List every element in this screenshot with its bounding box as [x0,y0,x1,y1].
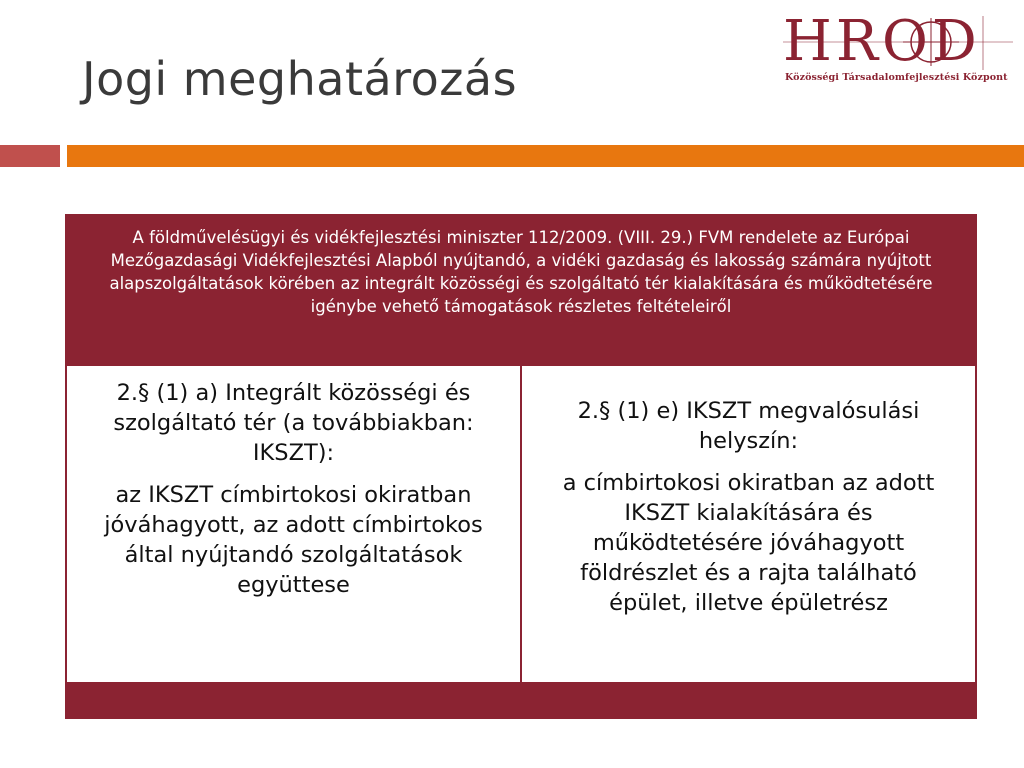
definition-heading-location: 2.§ (1) e) IKSZT megvalósulási helyszín: [577,398,920,454]
definition-body-iksz: az IKSZT címbirtokosi okiratban jóváhagyott, az adott címbirtokos által nyújtandó szolgáltatások együttese [104,482,483,598]
content-panel [65,214,977,719]
definition-heading-iksz: 2.§ (1) a) Integrált közösségi és szolgáltató tér (a továbbiakban: IKSZT): [113,380,474,466]
logo-subtitle: Közösségi Társadalomfejlesztési Központ [785,72,1008,83]
logo-text: HROD [783,9,981,74]
definition-box-iksz [67,366,520,682]
definition-box-location [522,366,975,682]
regulation-header: A földművelésügyi és vidékfejlesztési miniszter 112/2009. (VIII. 29.) FVM rendelete az Európai Mezőgazdasági Vidékfejlesztési Alapból nyújtandó, a vidéki gazdaság és lakosság számára nyújtott alapszolgáltatások körében az integrált közösségi és szolgáltató tér kialakítására és működtetésére igénybe vehető támogatások részletes feltételeiről [109,228,933,316]
definition-body-location: a címbirtokosi okiratban az adott IKSZT kialakítására és működtetésére jóváhagyott földrészlet és a rajta található épület, illetve épületrész [562,470,935,616]
accent-bar-orange [67,145,1024,167]
accent-bar-red [0,145,60,167]
slide-title: Jogi meghatározás [82,52,518,106]
hrod-logo [783,9,1013,84]
